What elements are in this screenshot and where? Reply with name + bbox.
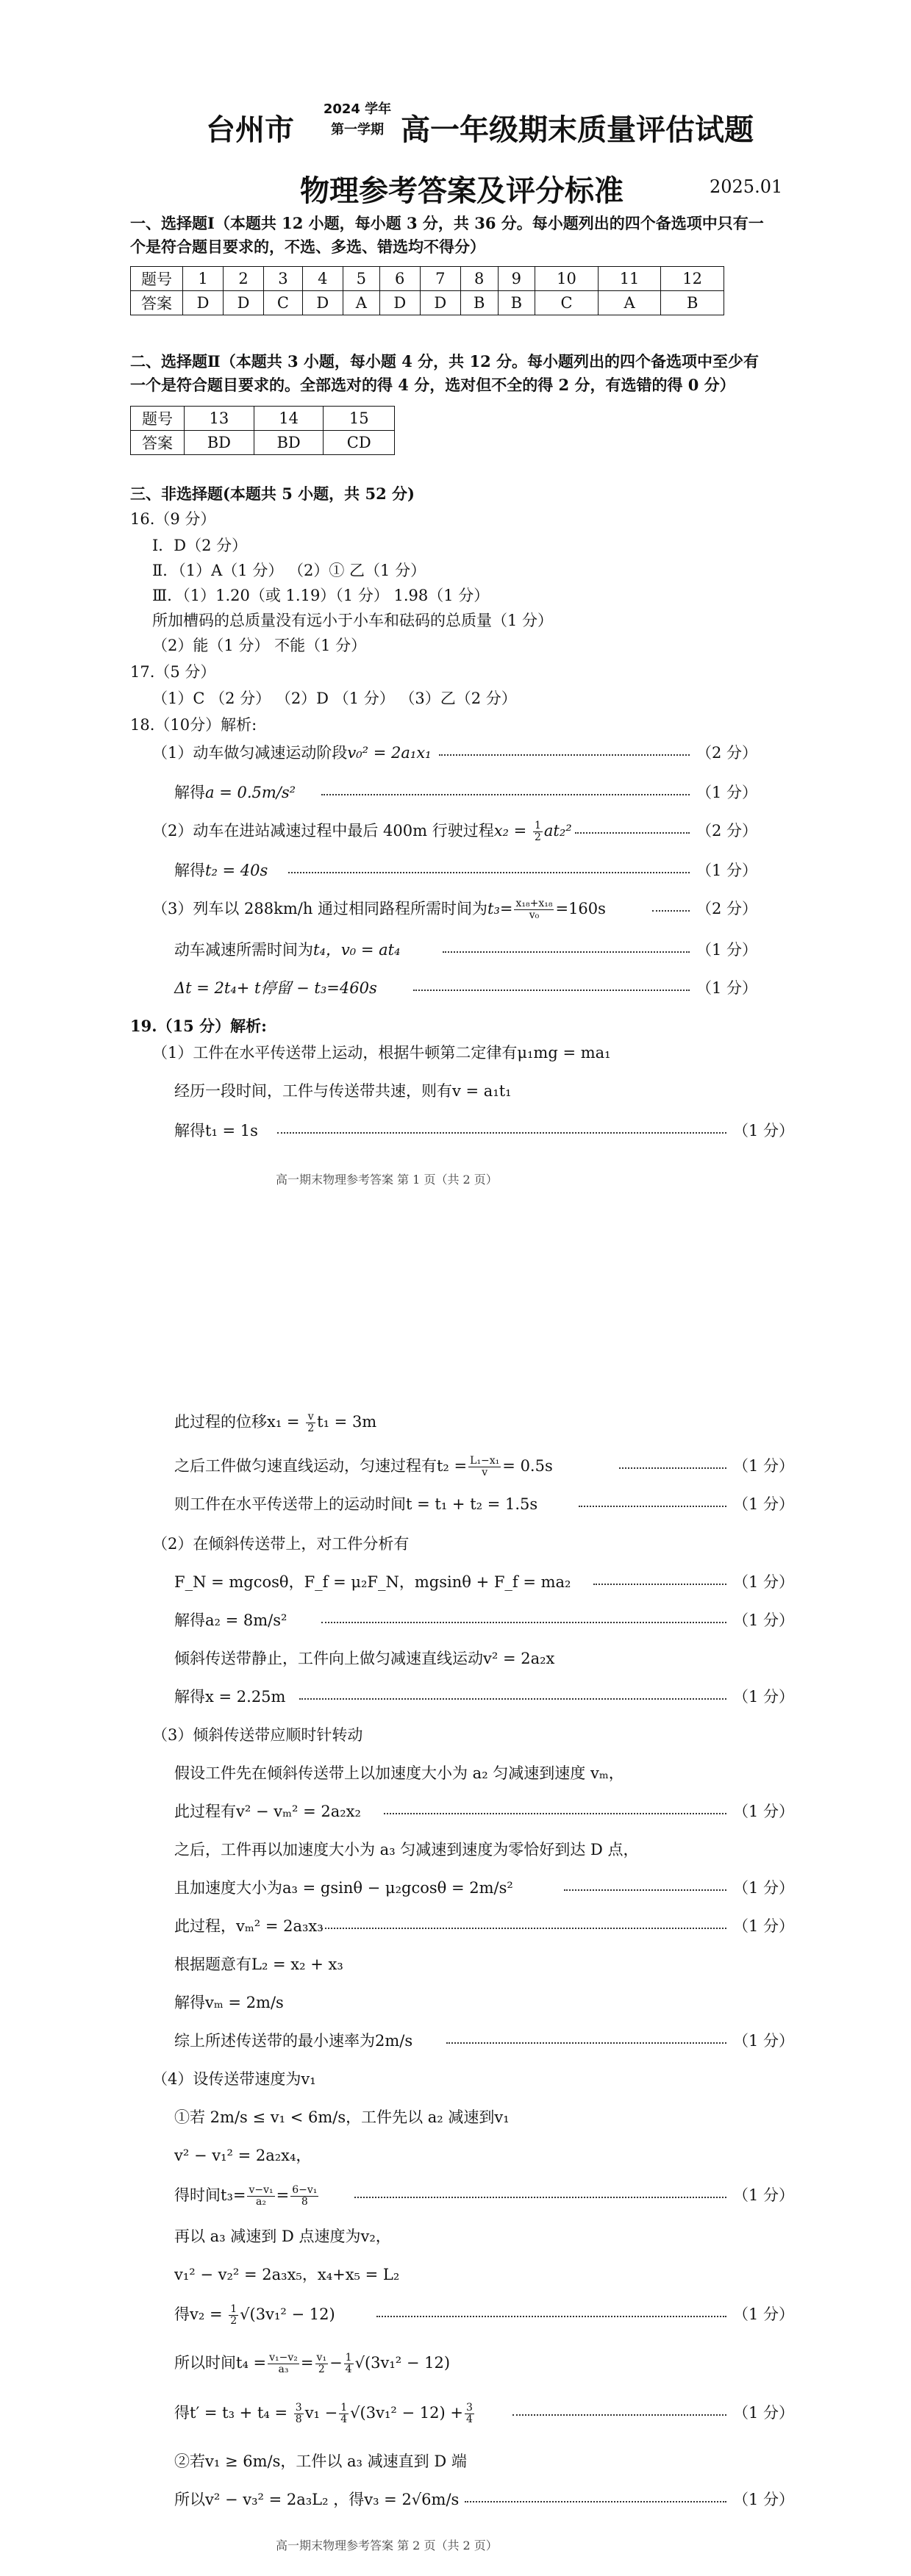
score-label: （1 分）: [732, 2404, 794, 2422]
score-label: （1 分）: [732, 2305, 794, 2323]
score-label: （1 分）: [696, 941, 757, 959]
fraction: $\frac{1}{2}$: [230, 2303, 237, 2327]
q18-formula: t₄，v₀ = at₄: [313, 941, 401, 959]
table-cell: B: [498, 291, 535, 315]
fraction: $\frac{1}{4}$: [340, 2402, 348, 2425]
q18-row: [152, 898, 757, 920]
table-cell: A: [343, 291, 379, 315]
table-cell: CD: [324, 431, 395, 455]
table-row: [131, 407, 395, 431]
section1-heading-2: 个是符合题目要求的，不选、多选、错选均不得分）: [130, 237, 485, 256]
score-label: （1 分）: [732, 1917, 794, 1935]
q19-line: ②若v₁ ≥ 6m/s，工件以 a₃ 减速直到 D 端: [174, 2452, 467, 2470]
q19-line: v² − v₁² = 2a₂x₄，: [174, 2147, 312, 2164]
q18-text: 动车减速所需时间为: [174, 941, 313, 959]
score-label: （1 分）: [732, 2186, 794, 2204]
table-cell: C: [264, 291, 303, 315]
q16-line: （2）能（1 分） 不能（1 分）: [152, 637, 367, 654]
score-label: （1 分）: [732, 1879, 794, 1897]
q19-text: F_N = mgcosθ，F_f = μ₂F_N，mgsinθ + F_f = ma₂: [174, 1573, 571, 1591]
q19-text: 得v₂ =: [174, 2305, 228, 2323]
score-label: （1 分）: [732, 2491, 794, 2508]
fraction: $\frac{\text{v₁}}{2}$: [316, 2352, 327, 2375]
q18-text: 解得: [174, 784, 205, 801]
q19-line: ①若 2m/s ≤ v₁ < 6m/s，工件先以 a₂ 减速到v₁: [174, 2108, 510, 2126]
table-cell: 答案: [131, 431, 185, 455]
q19-row: [174, 1120, 794, 1142]
q19-text: √(3v₁² − 12): [240, 2305, 335, 2323]
table-cell: 题号: [131, 407, 185, 431]
q19-row: [174, 2304, 794, 2326]
q19-text: 解得x = 2.25m: [174, 1688, 286, 1706]
q18-text: （1）动车做匀减速运动阶段: [152, 744, 348, 762]
table-cell: D: [302, 291, 343, 315]
table-cell: D: [420, 291, 460, 315]
header-exam-title: 高一年级期末质量评估试题: [401, 113, 754, 147]
q19-line: （2）在倾斜传送带上，对工件分析有: [152, 1535, 410, 1553]
q16-line: Ⅰ．D（2 分）: [152, 537, 248, 554]
fraction: $\frac{\text{6−v₁}}{8}$: [292, 2184, 318, 2208]
table-cell: 4: [302, 267, 343, 291]
fraction: $\frac{\text{v−v₁}}{\text{a₂}}$: [249, 2184, 274, 2208]
page-footer: 高一期末物理参考答案 第 1 页（共 2 页）: [276, 1173, 498, 1187]
section2-heading-2: 一个是符合题目要求的。全部选对的得 4 分，选对但不全的得 2 分，有选错的得 0 分）: [130, 376, 735, 394]
exam-date: 2025.01: [710, 176, 783, 197]
q19-text: −: [329, 2354, 343, 2372]
q19-text: 此过程，vₘ² = 2a₃x₃: [174, 1917, 324, 1935]
q17-line: （1）C （2 分） （2）D （1 分） （3）乙（2 分）: [152, 690, 517, 707]
q18-text: =160s: [555, 900, 606, 917]
table-cell: B: [661, 291, 724, 315]
q18-row: [174, 860, 757, 882]
table-cell: C: [535, 291, 599, 315]
fraction: $\frac{v}{2}$: [307, 1411, 315, 1434]
table-cell: D: [224, 291, 264, 315]
q19-line: 之后，工件再以加速度大小为 a₃ 匀减速到速度为零恰好到达 D 点，: [174, 1841, 639, 1858]
q16-line: Ⅱ．（1）A（1 分） （2）① 乙（1 分）: [152, 562, 426, 579]
fraction: $\frac{3}{4}$: [465, 2402, 473, 2425]
q19-row: [174, 1686, 794, 1709]
header-city: 台州市: [206, 113, 294, 147]
q17-title: 17.（5 分）: [130, 663, 216, 681]
section1-answer-table: [130, 266, 724, 315]
table-cell: 12: [661, 267, 724, 291]
page-footer: 高一期末物理参考答案 第 2 页（共 2 页）: [276, 2539, 498, 2552]
q19-text: = 0.5s: [502, 1457, 553, 1475]
q19-text: 之后工件做匀速直线运动，匀速过程有t₂ =: [174, 1457, 468, 1475]
q18-formula: t₂ = 40s: [205, 862, 268, 879]
q19-row: [174, 1412, 794, 1434]
q16-line: 所加槽码的总质量没有远小于小车和砝码的总质量（1 分）: [152, 612, 554, 629]
q19-row: [174, 2403, 794, 2425]
q18-text: （3）列车以 288km/h 通过相同路程所需时间为: [152, 900, 488, 917]
score-label: （1 分）: [696, 862, 757, 879]
table-cell: 15: [324, 407, 395, 431]
q19-line: 假设工件先在倾斜传送带上以加速度大小为 a₂ 匀减速到速度 vₘ，: [174, 1764, 624, 1782]
q19-title: 19.（15 分）解析:: [130, 1017, 267, 1035]
q19-line: 解得vₘ = 2m/s: [174, 1994, 284, 2011]
q19-line: 倾斜传送带静止，工件向上做匀减速直线运动v² = 2a₂x: [174, 1650, 555, 1667]
q19-text: √(3v₁² − 12) +: [350, 2404, 463, 2422]
q19-text: =: [276, 2186, 290, 2204]
page-title: 物理参考答案及评分标准: [300, 174, 624, 208]
table-cell: 6: [379, 267, 420, 291]
table-cell: 题号: [131, 267, 183, 291]
table-cell: BD: [185, 431, 254, 455]
q19-text: √(3v₁² − 12): [354, 2354, 451, 2372]
q19-row: [174, 1572, 794, 1594]
table-cell: 13: [185, 407, 254, 431]
section1-heading: 一、选择题Ⅰ（本题共 12 小题，每小题 3 分，共 36 分。每小题列出的四个备选项中只有一: [130, 214, 764, 232]
score-label: （1 分）: [732, 1688, 794, 1706]
table-cell: 10: [535, 267, 599, 291]
page-2: [0, 1213, 911, 2576]
q19-text: 解得a₂ = 8m/s²: [174, 1611, 287, 1629]
q18-formula: a = 0.5m/s²: [205, 784, 296, 801]
table-cell: 7: [420, 267, 460, 291]
q18-row: [174, 782, 757, 804]
score-label: （1 分）: [696, 979, 757, 997]
table-cell: B: [460, 291, 498, 315]
table-cell: 14: [254, 407, 324, 431]
table-cell: BD: [254, 431, 324, 455]
fraction: $\frac{\text{x₁₈+x₁₈}}{\text{v₀}}$: [515, 898, 553, 921]
q19-row: [174, 2031, 794, 2053]
fraction: $\frac{1}{4}$: [345, 2352, 352, 2375]
q19-row: [174, 2185, 794, 2207]
fraction: $\frac{\text{L₁−x₁}}{v}$: [470, 1455, 500, 1478]
q19-text: t₁ = 3m: [317, 1413, 377, 1431]
q16-title: 16.（9 分）: [130, 510, 216, 528]
table-cell: 9: [498, 267, 535, 291]
q18-text: （2）动车在进站减速过程中最后 400m 行驶过程: [152, 822, 494, 840]
score-label: （2 分）: [696, 900, 757, 917]
score-label: （1 分）: [732, 1803, 794, 1820]
q19-text: 且加速度大小为a₃ = gsinθ − μ₂gcosθ = 2m/s²: [174, 1879, 513, 1897]
q19-text: 得t′ = t₃ + t₄ =: [174, 2404, 293, 2422]
table-cell: D: [183, 291, 224, 315]
score-label: （1 分）: [732, 1122, 794, 1139]
q19-text: 所以时间t₄ =: [174, 2354, 267, 2372]
section2-heading: 二、选择题Ⅱ（本题共 3 小题，每小题 4 分，共 12 分。每小题列出的四个备选项中至少有: [130, 352, 760, 371]
q18-row: [174, 978, 757, 1000]
q19-line: （1）工件在水平传送带上运动，根据牛顿第二定律有μ₁mg = ma₁: [152, 1044, 611, 1062]
q18-formula: at₂²: [543, 822, 572, 840]
score-label: （1 分）: [696, 784, 757, 801]
q18-title: 18.（10分）解析:: [130, 716, 257, 734]
q19-line: 再以 a₃ 减速到 D 点速度为v₂，: [174, 2228, 391, 2245]
header-year-top: 2024 学年: [323, 101, 392, 117]
score-label: （1 分）: [732, 2032, 794, 2050]
q19-line: 经历一段时间，工件与传送带共速，则有v = a₁t₁: [174, 1082, 512, 1100]
q19-row: [174, 1456, 794, 1478]
q18-formula: v₀² = 2a₁x₁: [347, 744, 432, 762]
score-label: （2 分）: [696, 744, 757, 762]
q19-line: （4）设传送带速度为v₁: [152, 2070, 316, 2088]
q18-formula: x₂ =: [493, 822, 532, 840]
table-cell: 8: [460, 267, 498, 291]
table-row: [131, 291, 724, 315]
table-cell: 答案: [131, 291, 183, 315]
table-cell: 3: [264, 267, 303, 291]
score-label: （1 分）: [732, 1573, 794, 1591]
q19-text: 得时间t₃=: [174, 2186, 246, 2204]
fraction: $\frac{\text{v₁−v₂}}{\text{a₃}}$: [269, 2352, 298, 2375]
table-row: [131, 267, 724, 291]
q19-text: 解得t₁ = 1s: [174, 1122, 258, 1139]
page-1: [0, 0, 911, 1213]
q16-line: Ⅲ．（1）1.20（或 1.19）（1 分） 1.98（1 分）: [152, 587, 490, 604]
table-row: [131, 431, 395, 455]
q19-row: [174, 1610, 794, 1632]
q19-text: =: [300, 2354, 314, 2372]
q19-row: [174, 2353, 794, 2375]
q18-formula: Δt = 2t₄+ t停留 − t₃=460s: [174, 979, 377, 997]
q19-row: [174, 1916, 794, 1938]
q19-row: [174, 2489, 794, 2511]
table-cell: 5: [343, 267, 379, 291]
table-cell: 2: [224, 267, 264, 291]
score-label: （2 分）: [696, 822, 757, 840]
q19-text: 则工件在水平传送带上的运动时间t = t₁ + t₂ = 1.5s: [174, 1495, 538, 1513]
score-label: （1 分）: [732, 1495, 794, 1513]
table-cell: 1: [183, 267, 224, 291]
header-year-bottom: 第一学期: [331, 122, 384, 137]
q18-row: [152, 743, 757, 765]
score-label: （1 分）: [732, 1457, 794, 1475]
section3-heading: 三、非选择题(本题共 5 小题，共 52 分): [130, 484, 415, 503]
section2-answer-table: [130, 406, 395, 455]
q19-text: 此过程有v² − vₘ² = 2a₂x₂: [174, 1803, 361, 1820]
q18-row: [152, 820, 757, 842]
q19-text: v₁ −: [304, 2404, 338, 2422]
table-cell: 11: [598, 267, 661, 291]
table-cell: A: [598, 291, 661, 315]
q18-row: [174, 940, 757, 962]
fraction: $\frac{1}{2}$: [534, 820, 541, 843]
q19-row: [174, 1878, 794, 1900]
q19-line: 根据题意有L₂ = x₂ + x₃: [174, 1956, 343, 1973]
q19-row: [174, 1494, 794, 1516]
q19-text: 此过程的位移x₁ =: [174, 1413, 305, 1431]
score-label: （1 分）: [732, 1611, 794, 1629]
q18-formula: t₃=: [487, 900, 513, 917]
q19-row: [174, 1801, 794, 1823]
q19-text: 所以v² − v₃² = 2a₃L₂ ，得v₃ = 2√6m/s: [174, 2491, 460, 2508]
q19-line: v₁² − v₂² = 2a₃x₅，x₄+x₅ = L₂: [174, 2266, 400, 2283]
q19-text: 综上所述传送带的最小速率为2m/s: [174, 2032, 413, 2050]
table-cell: D: [379, 291, 420, 315]
q19-line: （3）倾斜传送带应顺时针转动: [152, 1726, 363, 1744]
fraction: $\frac{3}{8}$: [295, 2402, 302, 2425]
q18-text: 解得: [174, 862, 205, 879]
